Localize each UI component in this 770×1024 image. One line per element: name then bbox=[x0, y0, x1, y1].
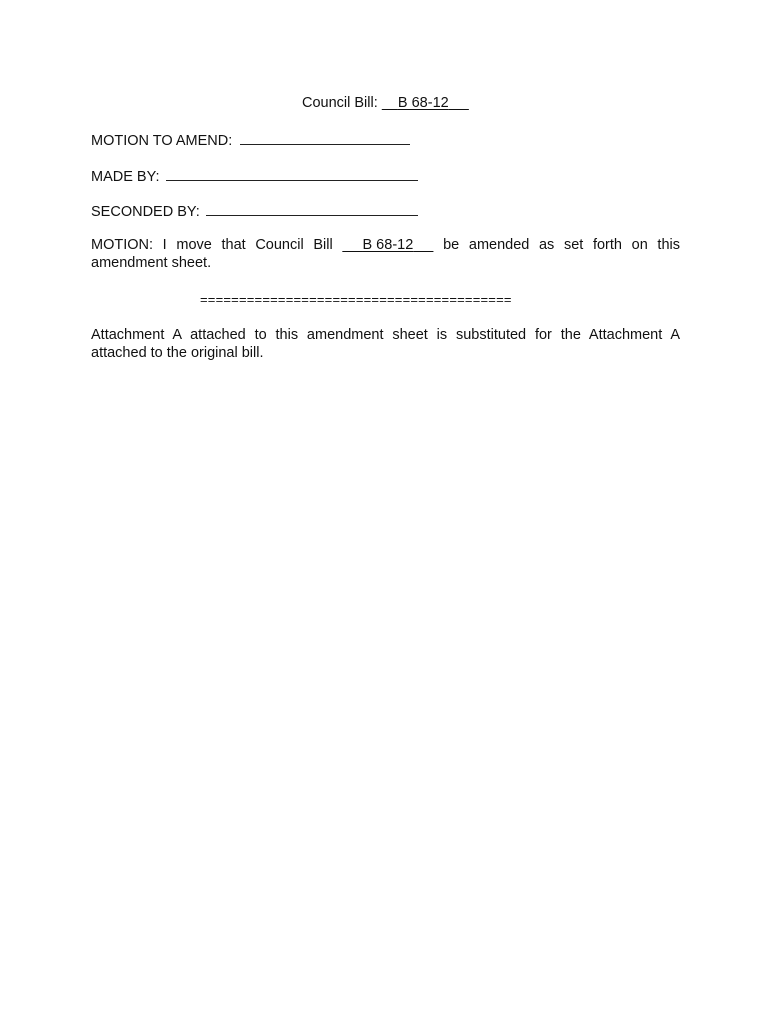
seconded-by-blank bbox=[206, 201, 418, 216]
motion-to-amend-row bbox=[91, 130, 410, 150]
motion-bill-number: B 68-12 bbox=[362, 237, 414, 253]
motion-suffix: be amended as set forth on this amendment sheet. bbox=[91, 237, 680, 271]
motion-paragraph bbox=[91, 236, 680, 272]
council-bill-number: B 68-12 bbox=[397, 95, 449, 111]
made-by-row bbox=[91, 166, 418, 186]
council-bill-label: Council Bill: bbox=[302, 95, 378, 111]
separator-line: ======================================== bbox=[200, 292, 512, 307]
council-bill-heading bbox=[302, 94, 469, 112]
attachment-paragraph: Attachment A attached to this amendment sheet is substituted for the Attachment A attached to the original bill. bbox=[91, 327, 680, 361]
seconded-by-label: SECONDED BY: bbox=[91, 204, 200, 220]
seconded-by-row bbox=[91, 201, 418, 221]
motion-to-amend-label: MOTION TO AMEND: bbox=[91, 133, 233, 149]
made-by-label: MADE BY: bbox=[91, 169, 160, 185]
motion-to-amend-blank bbox=[240, 130, 410, 145]
made-by-blank bbox=[166, 166, 418, 181]
motion-prefix: MOTION: I move that Council Bill bbox=[91, 237, 333, 253]
